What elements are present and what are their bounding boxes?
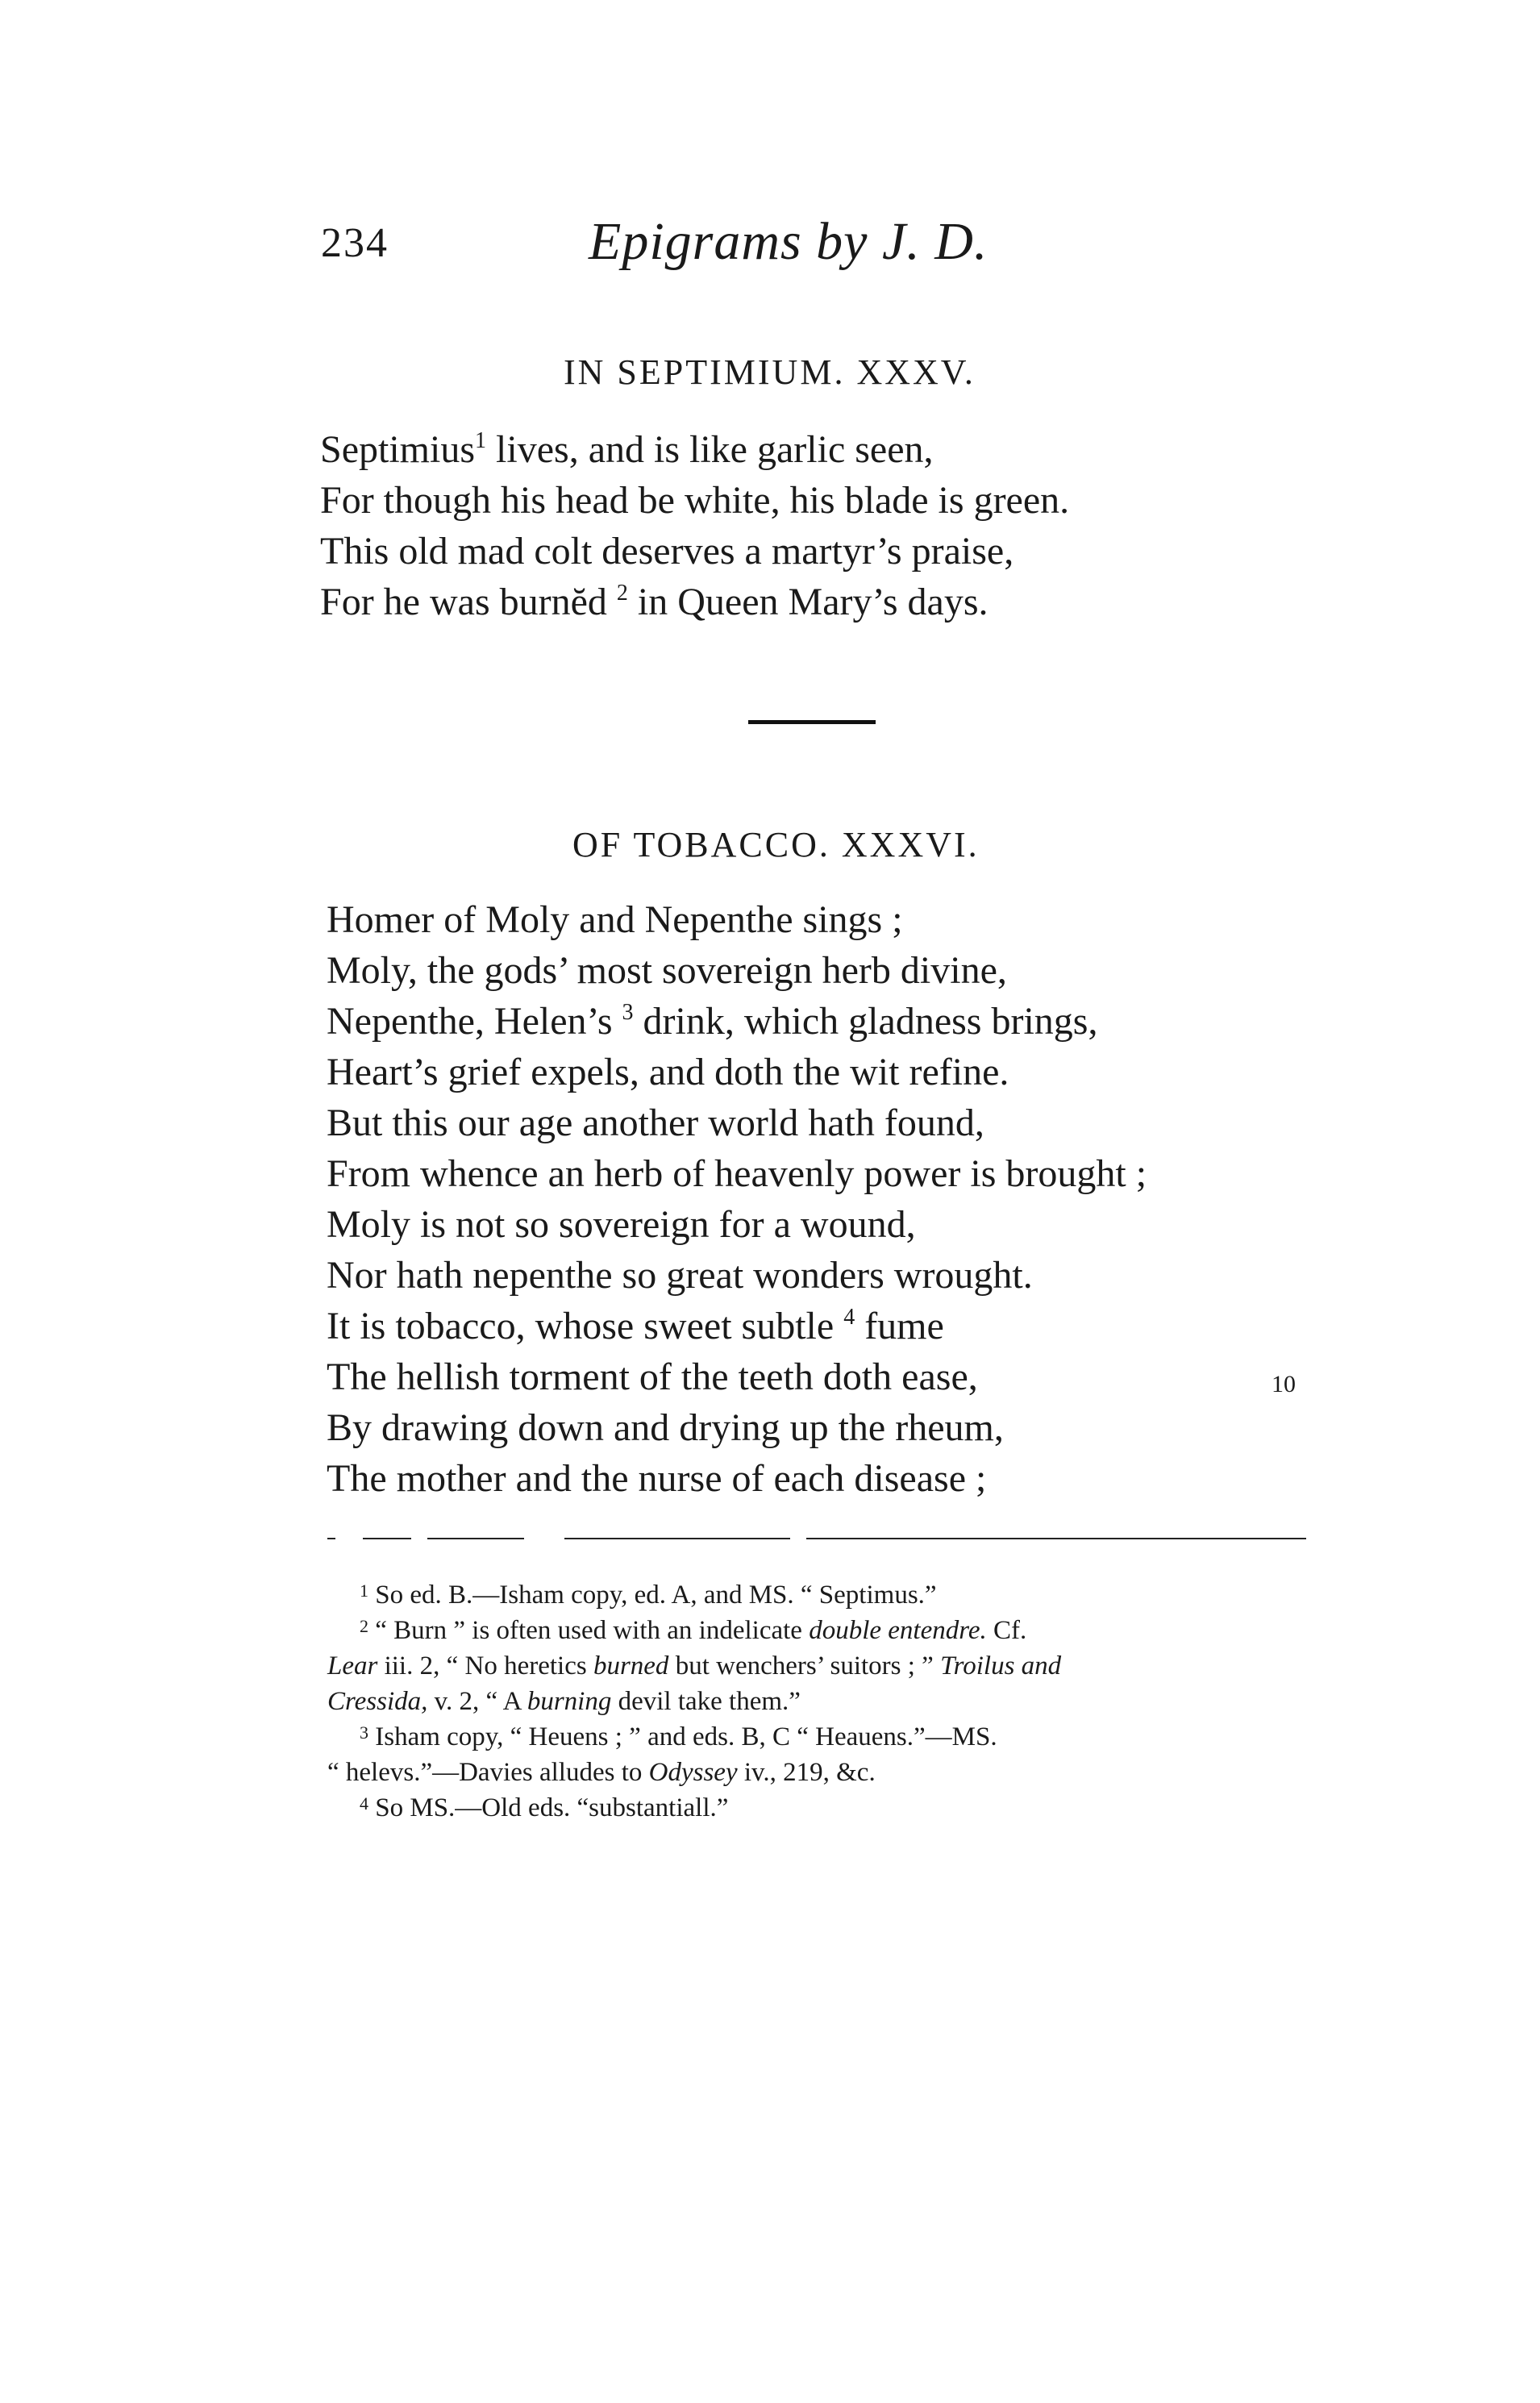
footnote-text: iii. 2, “ No heretics xyxy=(377,1651,593,1680)
footnote-1 xyxy=(360,1580,937,1610)
poem-line: For though his head be white, his blade is green. xyxy=(320,479,1070,522)
poem-line: Nor hath nepenthe so great wonders wrought. xyxy=(327,1254,1033,1297)
line-number-marker: 10 xyxy=(1272,1371,1296,1397)
poem-line: Moly is not so sovereign for a wound, xyxy=(327,1203,916,1246)
epigram-title-xxxv: IN SEPTIMIUM. XXXV. xyxy=(564,352,976,392)
poem-line xyxy=(320,580,989,624)
footnote-ref: 2 xyxy=(616,581,628,606)
page-number: 234 xyxy=(321,220,389,266)
footnote-text: v. 2, “ A xyxy=(427,1687,527,1716)
footnote-text: burning xyxy=(527,1687,612,1716)
footnote-text: Odyssey xyxy=(648,1758,738,1787)
poem-line: Homer of Moly and Nepenthe sings ; xyxy=(327,898,903,941)
footnote-rule xyxy=(806,1538,1306,1539)
footnote-text: Cressida, xyxy=(327,1687,428,1716)
footnote-text: Troilus and xyxy=(940,1651,1062,1680)
poem-line xyxy=(320,427,934,472)
line-text: For he was burnĕd xyxy=(320,581,617,623)
poem-line: This old mad colt deserves a martyr’s praise, xyxy=(320,530,1014,573)
footnote-rule xyxy=(327,1538,335,1539)
footnote-text: “ helevs.”—Davies alludes to xyxy=(327,1758,649,1787)
footnote-3 xyxy=(360,1722,997,1752)
section-separator xyxy=(748,720,876,724)
footnote-2-line-2 xyxy=(327,1651,1061,1681)
footnote-text: devil take them.” xyxy=(611,1687,801,1716)
line-text: fume xyxy=(855,1305,944,1347)
footnote-number: 1 xyxy=(360,1580,368,1601)
poem-line xyxy=(327,999,1097,1043)
line-text: Nepenthe, Helen’s xyxy=(327,1000,622,1043)
footnote-2-line-3 xyxy=(327,1687,801,1717)
footnote-rule xyxy=(363,1538,411,1539)
footnote-text: but wenchers’ suitors ; ” xyxy=(668,1651,941,1680)
line-text: lives, and is like garlic seen, xyxy=(486,428,934,471)
poem-line: The hellish torment of the teeth doth ease, xyxy=(327,1356,978,1398)
line-text: Septimius xyxy=(320,428,476,471)
footnote-rule xyxy=(564,1538,790,1539)
poem-line: From whence an herb of heavenly power is brought ; xyxy=(327,1152,1147,1195)
poem-line: But this our age another world hath found, xyxy=(327,1102,984,1144)
poem-line: Moly, the gods’ most sovereign herb divine, xyxy=(327,949,1007,992)
epigram-title-xxxvi: OF TOBACCO. XXXVI. xyxy=(572,825,980,864)
running-title: Epigrams by J. D. xyxy=(589,212,989,271)
poem-line: By drawing down and drying up the rheum, xyxy=(327,1406,1004,1449)
footnote-number: 4 xyxy=(360,1793,368,1814)
footnote-text: So MS.—Old eds. “substantiall.” xyxy=(368,1793,729,1822)
footnote-text: burned xyxy=(593,1651,669,1680)
footnote-text: So ed. B.—Isham copy, ed. A, and MS. “ Septimus.” xyxy=(368,1580,937,1610)
footnote-text: Lear xyxy=(327,1651,378,1680)
footnote-ref: 3 xyxy=(622,1000,634,1025)
line-text: drink, which gladness brings, xyxy=(633,1000,1098,1043)
footnote-text: Cf. xyxy=(986,1616,1027,1645)
footnote-number: 3 xyxy=(360,1722,368,1743)
line-text: It is tobacco, whose sweet subtle xyxy=(327,1305,844,1347)
footnote-text: Isham copy, “ Heuens ; ” and eds. B, C “ Heauens.”—MS. xyxy=(368,1722,997,1751)
footnote-text: “ Burn ” is often used with an indelicate xyxy=(368,1616,810,1645)
poem-line xyxy=(327,1304,944,1348)
footnote-text: double entendre. xyxy=(809,1616,987,1645)
footnote-ref: 1 xyxy=(475,428,487,453)
footnote-3-line-2 xyxy=(327,1758,876,1788)
poem-line: The mother and the nurse of each disease ; xyxy=(327,1457,987,1500)
footnote-number: 2 xyxy=(360,1616,368,1636)
footnote-4 xyxy=(360,1793,728,1823)
footnote-rule xyxy=(427,1538,524,1539)
line-text: in Queen Mary’s days. xyxy=(627,581,989,623)
poem-line: Heart’s grief expels, and doth the wit refine. xyxy=(327,1051,1009,1093)
footnote-ref: 4 xyxy=(843,1305,855,1330)
footnote-2 xyxy=(360,1616,1026,1646)
footnote-text: iv., 219, &c. xyxy=(737,1758,876,1787)
